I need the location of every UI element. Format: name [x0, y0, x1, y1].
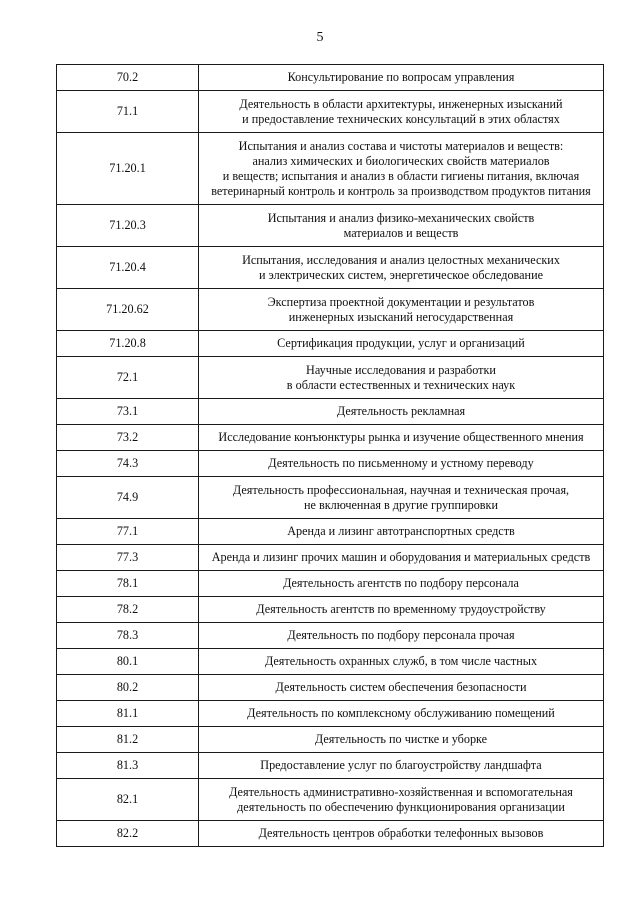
activity-code: 80.2 — [57, 675, 199, 701]
activity-code: 73.1 — [57, 399, 199, 425]
activity-code: 73.2 — [57, 425, 199, 451]
activity-code: 82.2 — [57, 821, 199, 847]
activity-description: Деятельность профессиональная, научная и техническая прочая, не включенная в другие группировки — [199, 477, 604, 519]
activity-description: Деятельность агентств по подбору персонала — [199, 571, 604, 597]
activity-code: 77.1 — [57, 519, 199, 545]
activity-code: 78.1 — [57, 571, 199, 597]
table-row — [57, 425, 604, 451]
table-row — [57, 65, 604, 91]
activity-code: 74.3 — [57, 451, 199, 477]
activity-description: Деятельность систем обеспечения безопасности — [199, 675, 604, 701]
activity-description: Сертификация продукции, услуг и организаций — [199, 331, 604, 357]
activity-description: Исследование конъюнктуры рынка и изучение общественного мнения — [199, 425, 604, 451]
activity-code: 72.1 — [57, 357, 199, 399]
activity-codes-table — [56, 64, 604, 847]
page-number: 5 — [316, 30, 324, 45]
activity-description: Аренда и лизинг автотранспортных средств — [199, 519, 604, 545]
table-row — [57, 519, 604, 545]
activity-code: 80.1 — [57, 649, 199, 675]
table-row — [57, 623, 604, 649]
activity-code: 71.20.62 — [57, 289, 199, 331]
activity-description: Деятельность рекламная — [199, 399, 604, 425]
activity-description: Предоставление услуг по благоустройству ландшафта — [199, 753, 604, 779]
activity-code: 74.9 — [57, 477, 199, 519]
activity-code: 81.2 — [57, 727, 199, 753]
activity-code: 70.2 — [57, 65, 199, 91]
table-row — [57, 571, 604, 597]
activity-description: Деятельность в области архитектуры, инженерных изысканий и предоставление технических консультаций в этих областях — [199, 91, 604, 133]
table-row — [57, 399, 604, 425]
activity-description: Деятельность агентств по временному трудоустройству — [199, 597, 604, 623]
activity-description: Консультирование по вопросам управления — [199, 65, 604, 91]
activity-description: Деятельность охранных служб, в том числе частных — [199, 649, 604, 675]
table-row — [57, 701, 604, 727]
table-row — [57, 779, 604, 821]
table-row — [57, 649, 604, 675]
activity-description: Деятельность по чистке и уборке — [199, 727, 604, 753]
table-row — [57, 91, 604, 133]
table-row — [57, 247, 604, 289]
table-row — [57, 597, 604, 623]
table-row — [57, 477, 604, 519]
activity-code: 78.3 — [57, 623, 199, 649]
activity-description: Испытания, исследования и анализ целостных механических и электрических систем, энергетическое обследование — [199, 247, 604, 289]
activity-code: 71.20.8 — [57, 331, 199, 357]
table-row — [57, 357, 604, 399]
table-row — [57, 331, 604, 357]
table-row — [57, 133, 604, 205]
activity-description: Испытания и анализ состава и чистоты материалов и веществ: анализ химических и биологических свойств материалов и веществ; испытания и анализ в области гигиены питания, включая ветеринарный контроль и контроль за производством продуктов питания — [199, 133, 604, 205]
table-row — [57, 753, 604, 779]
activity-code: 71.20.4 — [57, 247, 199, 289]
activity-code: 71.20.3 — [57, 205, 199, 247]
table-row — [57, 289, 604, 331]
activity-code: 77.3 — [57, 545, 199, 571]
activity-code: 81.1 — [57, 701, 199, 727]
activity-description: Испытания и анализ физико-механических свойств материалов и веществ — [199, 205, 604, 247]
activity-code: 71.1 — [57, 91, 199, 133]
activity-code: 82.1 — [57, 779, 199, 821]
table-row — [57, 545, 604, 571]
activity-code: 71.20.1 — [57, 133, 199, 205]
activity-description: Аренда и лизинг прочих машин и оборудования и материальных средств — [199, 545, 604, 571]
activity-description: Экспертиза проектной документации и результатов инженерных изысканий негосударственная — [199, 289, 604, 331]
table-row — [57, 821, 604, 847]
activity-description: Деятельность по комплексному обслуживанию помещений — [199, 701, 604, 727]
table-row — [57, 727, 604, 753]
activity-code: 81.3 — [57, 753, 199, 779]
table-row — [57, 675, 604, 701]
activity-description: Научные исследования и разработки в области естественных и технических наук — [199, 357, 604, 399]
activity-description: Деятельность административно-хозяйственная и вспомогательная деятельность по обеспечению функционирования организации — [199, 779, 604, 821]
activity-description: Деятельность центров обработки телефонных вызовов — [199, 821, 604, 847]
table-body — [57, 65, 604, 847]
table-row — [57, 205, 604, 247]
activity-code: 78.2 — [57, 597, 199, 623]
activity-description: Деятельность по подбору персонала прочая — [199, 623, 604, 649]
activity-description: Деятельность по письменному и устному переводу — [199, 451, 604, 477]
table-row — [57, 451, 604, 477]
